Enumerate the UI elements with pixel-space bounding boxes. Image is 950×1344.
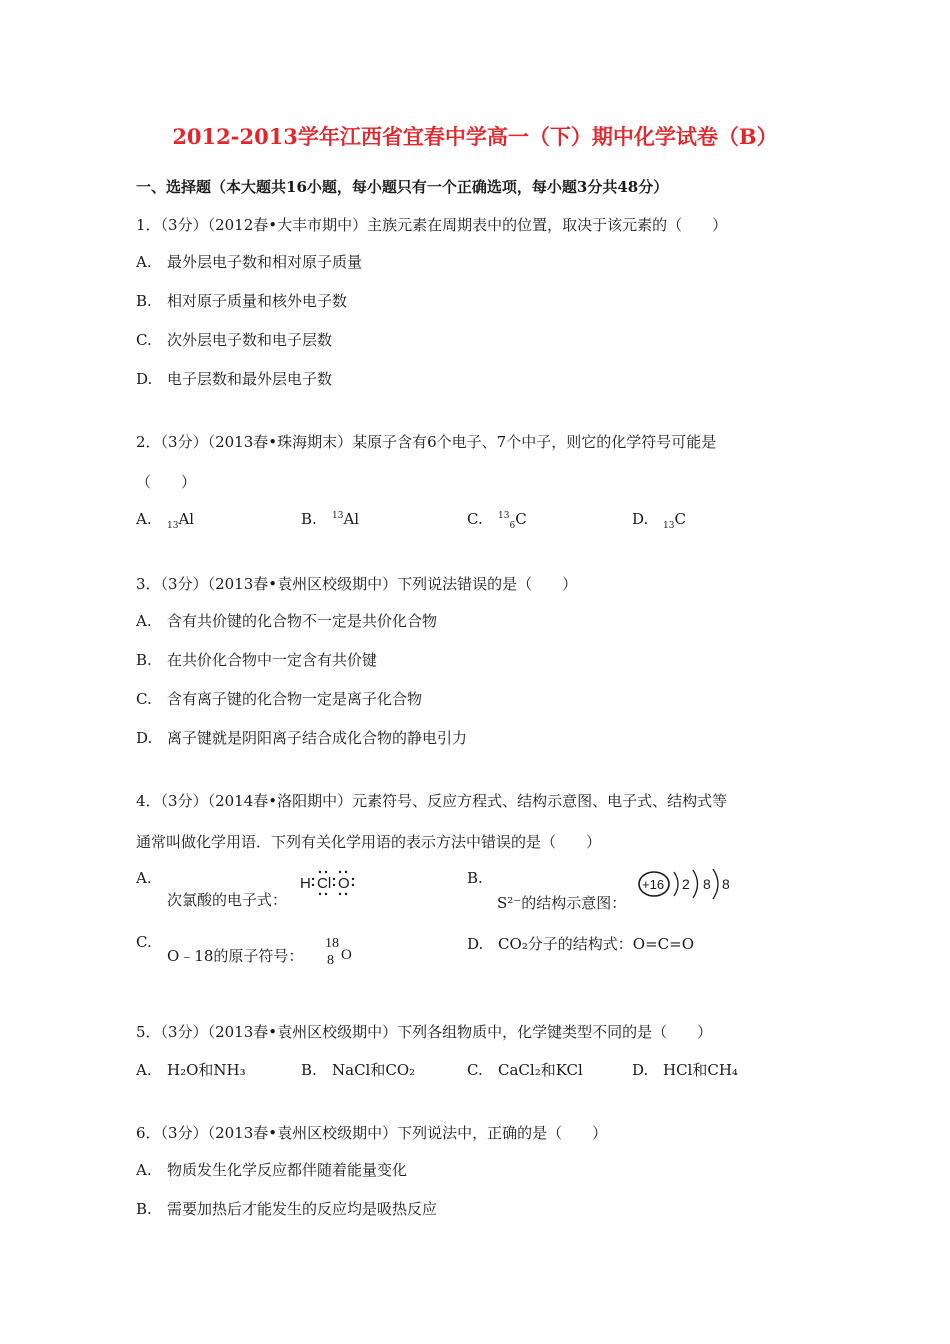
atomic-number: 8 xyxy=(327,953,334,968)
question-4-option-b-label[interactable]: B. xyxy=(467,869,483,887)
question-3-option-a[interactable]: A. 含有共价键的化合物不一定是共价化合物 xyxy=(136,612,438,630)
formula-o: O xyxy=(338,875,350,892)
question-6-option-b[interactable]: B. 需要加热后才能发生的反应均是吸热反应 xyxy=(136,1200,438,1218)
question-2-stem-cont: （ ） xyxy=(136,473,197,491)
question-5-option-a[interactable]: A. H₂O和NH₃ xyxy=(136,1061,246,1079)
question-2-option-c[interactable]: C. $^{13}_6$C xyxy=(467,510,527,531)
element-symbol: O xyxy=(341,947,352,963)
question-2-option-b[interactable]: B. $^{13}$Al xyxy=(301,510,360,528)
structure-diagram-image xyxy=(636,866,736,902)
question-1-option-c[interactable]: C. 次外层电子数和电子层数 xyxy=(136,331,333,349)
question-4-option-c-text: O﹣18的原子符号： xyxy=(167,947,304,965)
shell-1: 2 xyxy=(682,876,690,892)
question-3-option-b[interactable]: B. 在共价化合物中一定含有共价键 xyxy=(136,651,378,669)
atom-symbol-image xyxy=(315,932,355,968)
question-4-stem: 4．（3分）（2014春•洛阳期中）元素符号、反应方程式、结构示意图、电子式、结构式等 xyxy=(136,792,728,810)
question-1-option-b[interactable]: B. 相对原子质量和核外电子数 xyxy=(136,292,348,310)
nucleus-charge: +16 xyxy=(642,877,665,892)
section-heading: 一、选择题（本大题共16小题，每小题只有一个正确选项，每小题3分共48分） xyxy=(136,178,669,196)
mass-number: 18 xyxy=(325,936,339,951)
question-4-option-d[interactable]: D. CO₂分子的结构式：O=C=O xyxy=(467,935,694,953)
question-1-option-a[interactable]: A. 最外层电子数和相对原子质量 xyxy=(136,253,363,271)
electron-formula-image xyxy=(296,866,362,900)
question-5-stem: 5．（3分）（2013春•袁州区校级期中）下列各组物质中，化学键类型不同的是（ ） xyxy=(136,1023,713,1041)
shell-2: 8 xyxy=(703,876,711,892)
question-2-option-d[interactable]: D. $_{13}$C xyxy=(632,510,686,531)
question-1-stem: 1．（3分）（2012春•大丰市期中）主族元素在周期表中的位置，取决于该元素的（ ） xyxy=(136,216,728,234)
question-4-option-a-text: 次氯酸的电子式： xyxy=(167,891,288,909)
question-4-option-a-label[interactable]: A. xyxy=(136,869,152,887)
question-4-option-c-label[interactable]: C. xyxy=(136,933,152,951)
shell-3: 8 xyxy=(722,876,730,892)
question-4-option-b-text: S²⁻的结构示意图： xyxy=(497,894,627,912)
question-6-stem: 6．（3分）（2013春•袁州区校级期中）下列说法中，正确的是（ ） xyxy=(136,1124,608,1142)
question-3-stem: 3．（3分）（2013春•袁州区校级期中）下列说法错误的是（ ） xyxy=(136,575,578,593)
question-3-option-d[interactable]: D. 离子键就是阴阳离子结合成化合物的静电引力 xyxy=(136,729,468,747)
question-3-option-c[interactable]: C. 含有离子键的化合物一定是离子化合物 xyxy=(136,690,423,708)
formula-h: H xyxy=(300,875,311,892)
formula-cl: Cl xyxy=(317,875,332,892)
question-6-option-a[interactable]: A. 物质发生化学反应都伴随着能量变化 xyxy=(136,1161,408,1179)
question-2-option-a[interactable]: A. $_{13}$Al xyxy=(136,510,195,531)
question-4-stem-cont: 通常叫做化学用语．下列有关化学用语的表示方法中错误的是（ ） xyxy=(136,833,602,851)
page-title: 2012-2013学年江西省宜春中学高一（下）期中化学试卷（B） xyxy=(172,124,778,149)
question-1-option-d[interactable]: D. 电子层数和最外层电子数 xyxy=(136,370,333,388)
question-5-option-d[interactable]: D. HCl和CH₄ xyxy=(632,1061,738,1079)
question-2-stem: 2．（3分）（2013春•珠海期末）某原子含有6个电子、7个中子，则它的化学符号可能是 xyxy=(136,433,717,451)
question-5-option-b[interactable]: B. NaCl和CO₂ xyxy=(301,1061,416,1079)
question-5-option-c[interactable]: C. CaCl₂和KCl xyxy=(467,1061,583,1079)
